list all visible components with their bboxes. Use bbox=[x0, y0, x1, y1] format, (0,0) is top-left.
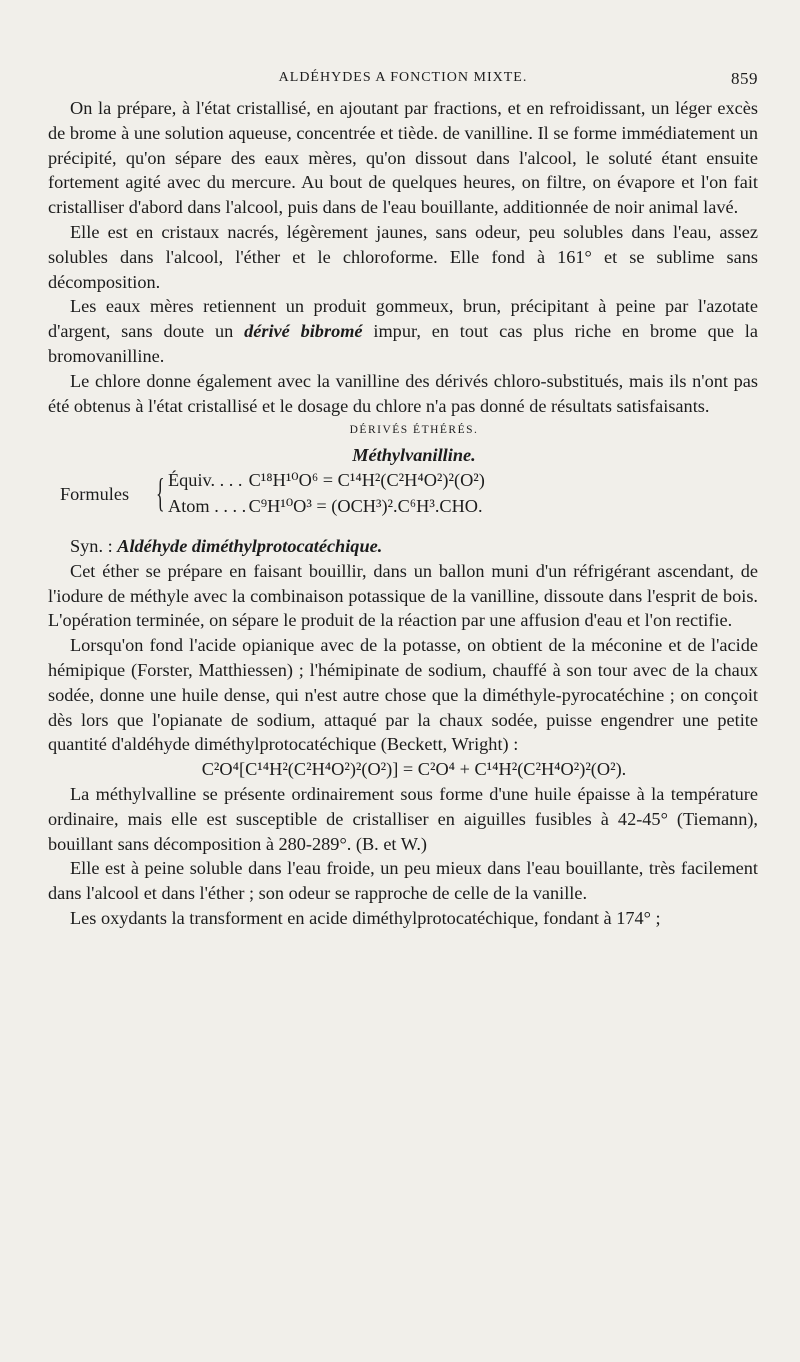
emphasis-term: dérivé bibromé bbox=[244, 321, 363, 342]
brace-icon: { bbox=[156, 469, 165, 515]
paragraph-chlorine: Le chlore donne également avec la vanilline des dérivés chloro-substitués, mais ils n'ont pas été obtenus à l'état cristallisé et le dosage du chlore n'a pas donné de résultats satisfaisants. bbox=[48, 370, 758, 416]
paragraph-text: Les eaux mères retiennent un produit gommeux, brun, précipitant à peine par l'azotate d'argent, sans doute un bbox=[48, 296, 758, 342]
synonym-name: Aldéhyde diméthylprotocatéchique. bbox=[117, 535, 383, 556]
formula-atom bbox=[168, 494, 483, 519]
synonym-line bbox=[48, 534, 758, 559]
formula-atom-value: C⁹H¹⁰O³ = (OCH³)².C⁶H³.CHO. bbox=[248, 495, 483, 516]
paragraph-oxidants: Les oxydants la transforment en acide diméthylprotocatéchique, fondant à 174° ; bbox=[70, 907, 661, 928]
formula-atom-key: Atom . . . . bbox=[168, 495, 247, 516]
formulas-block bbox=[60, 468, 758, 522]
paragraph-mother-liquors bbox=[48, 294, 758, 368]
page-number: 859 bbox=[731, 69, 758, 88]
paragraph-preparation: On la prépare, à l'état cristallisé, en ajoutant par fractions, et en refroidissant, un léger excès de brome à une solution aqueuse, concentrée et tiède. de vanilline. Il se forme immédiatement un précipité, qu'on sépare des eaux mères, qu'on dissout dans l'alcool, le soluté étant ensuite fortement agité avec du mercure. Au bout de quelques heures, on filtre, on évapore et l'on fait cristalliser d'abord dans l'alcool, puis dans de l'eau bouillante, additionnée de noir animal lavé. bbox=[48, 98, 758, 218]
page-body bbox=[48, 96, 758, 931]
formulas-label: Formules bbox=[60, 483, 130, 504]
paragraph-properties: Elle est en cristaux nacrés, légèrement jaunes, sans odeur, peu solubles dans l'eau, assez solubles dans l'alcool, l'éther et le chloroforme. Elle fond à 161° et se sublime sans décomposition. bbox=[48, 221, 758, 292]
running-title: ALDÉHYDES A FONCTION MIXTE. bbox=[278, 70, 528, 85]
paragraph-opianic-acid: Lorsqu'on fond l'acide opianique avec de la potasse, on obtient de la méconine et de l'acide hémipique (Forster, Matthiessen) ; l'hémipinate de sodium, chauffé à son tour avec de la chaux sodée, donne une huile dense, qui n'est autre chose que la diméthyle-pyrocatéchine ; on conçoit dès lors que l'opianate de sodium, attaqué par la chaux sodée, puisse engendrer une petite quantité d'aldéhyde diméthylprotocatéchique (Beckett, Wright) : bbox=[48, 635, 758, 755]
chemical-equation: C²O⁴[C¹⁴H²(C²H⁴O²)²(O²)] = C²O⁴ + C¹⁴H²(C²H⁴O²)²(O²). bbox=[201, 759, 627, 780]
paragraph-ether-preparation: Cet éther se prépare en faisant bouillir, dans un ballon muni d'un réfrigérant ascendant, de l'iodure de méthyle avec la combinaison potassique de la vanilline, dissoute dans l'esprit de bois. L'opération terminée, on sépare le produit de la réaction par une affusion d'eau et l'on rectifie. bbox=[48, 560, 758, 631]
formula-equiv bbox=[168, 468, 485, 493]
synonym-prefix: Syn. : bbox=[70, 535, 118, 556]
formula-equiv-value: C¹⁸H¹⁰O⁶ = C¹⁴H²(C²H⁴O²)²(O²) bbox=[248, 469, 485, 490]
paragraph-text: impur, en tout cas plus riche en brome que la bromovanilline. bbox=[48, 321, 758, 366]
section-subtitle: Méthylvanilline. bbox=[352, 445, 476, 466]
paragraph-methylvanillin: La méthylvalline se présente ordinairement sous forme d'une huile épaisse à la température ordinaire, mais elle est susceptible de cristalliser en aiguilles fusibles à 42-45° (Tiemann), bouillant sans décomposition à 280-289°. (B. et W.) bbox=[48, 783, 758, 854]
formula-equiv-key: Équiv. . . . bbox=[168, 469, 243, 490]
paragraph-solubility: Elle est à peine soluble dans l'eau froide, un peu mieux dans l'eau bouillante, très facilement dans l'alcool et dans l'éther ; son odeur se rapproche de celle de la vanille. bbox=[48, 858, 758, 904]
section-title: DÉRIVÉS ÉTHÉRÉS. bbox=[349, 424, 479, 437]
